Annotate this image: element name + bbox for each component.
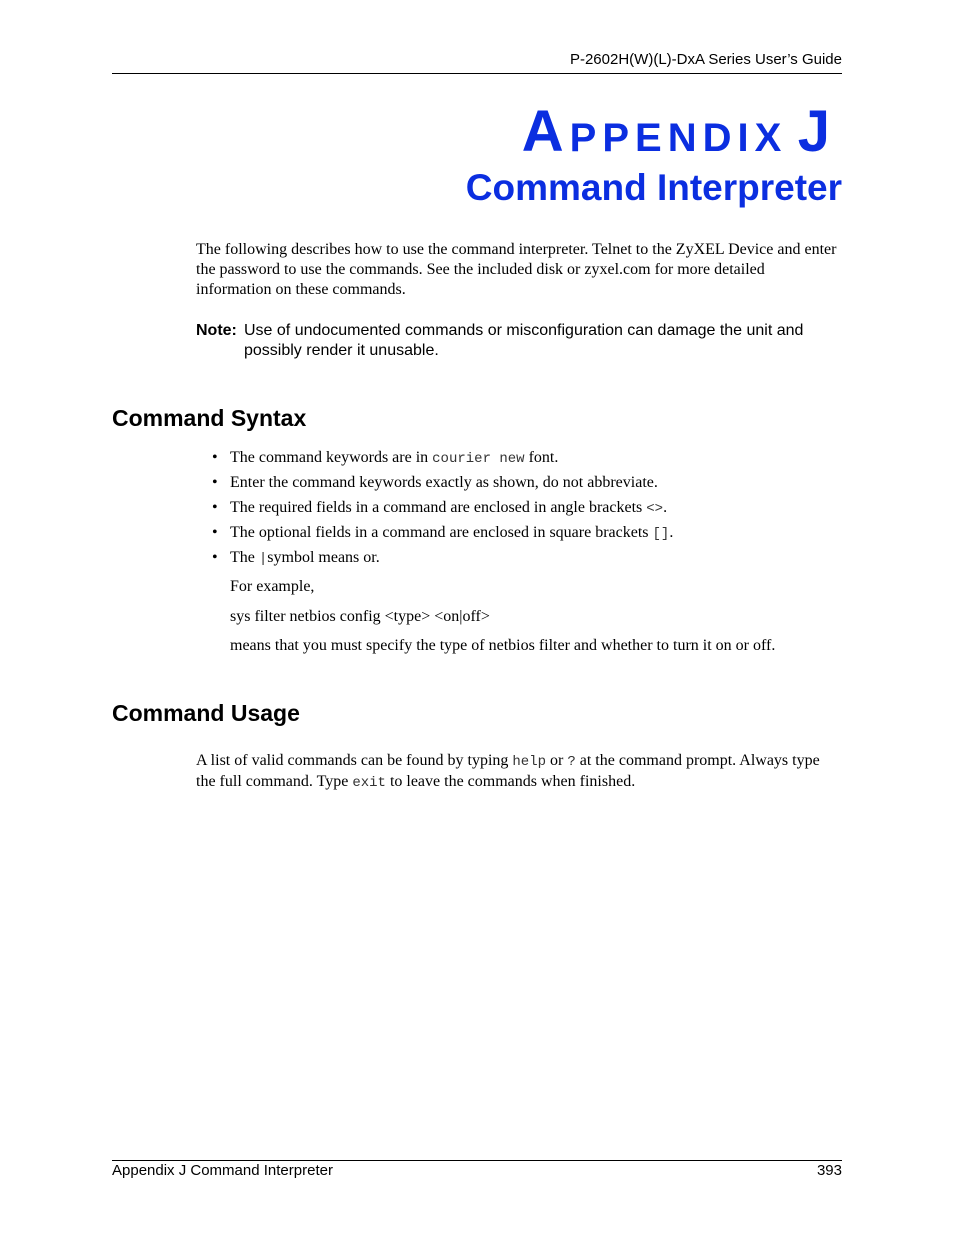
inline-code: |: [258, 551, 268, 567]
note-text: Use of undocumented commands or misconfiguration can damage the unit and possibly render it unusable.: [244, 322, 804, 359]
bullet-text: The: [230, 549, 259, 566]
intro-paragraph: The following describes how to use the command interpreter. Telnet to the ZyXEL Device and enter the password to use the commands. See the included disk or zyxel.com for more detailed information on these commands.: [196, 241, 837, 298]
appendix-title: [522, 98, 836, 165]
list-item: [212, 498, 842, 523]
inline-code: <>: [646, 501, 664, 517]
bullet-text: font.: [524, 449, 559, 466]
list-item: [212, 548, 842, 573]
usage-text: to leave the commands when finished.: [385, 773, 636, 790]
usage-text: at the command prompt. Always type the full command. Type: [196, 752, 820, 790]
inline-code: []: [652, 526, 670, 542]
example-label: For example,: [230, 578, 315, 595]
list-item: [212, 523, 842, 548]
running-header: P-2602H(W)(L)-DxA Series User’s Guide: [569, 51, 842, 68]
inline-code: courier new: [432, 451, 525, 467]
inline-code-help: help: [512, 754, 547, 770]
command-usage-heading: Command Usage: [112, 700, 300, 726]
bullet-text: The optional fields in a command are enclosed in square brackets: [230, 524, 653, 541]
usage-text: A list of valid commands can be found by typing: [196, 752, 513, 769]
bullet-text: .: [669, 524, 674, 541]
bullet-text: .: [663, 499, 668, 516]
bullet-text: The required fields in a command are enclosed in angle brackets: [230, 499, 647, 516]
bullet-text: The command keywords are in: [230, 449, 433, 466]
appendix-initial: A: [521, 99, 570, 164]
list-item: [212, 473, 842, 498]
inline-code-question: ?: [567, 754, 576, 770]
running-footer: Appendix J Command Interpreter: [112, 1162, 333, 1179]
command-syntax-heading: Command Syntax: [112, 405, 307, 431]
header-rule: [112, 73, 842, 74]
appendix-word: PPENDIX: [569, 116, 788, 160]
note-block: [196, 321, 842, 361]
example-description: means that you must specify the type of netbios filter and whether to turn it on or off.: [230, 637, 776, 654]
usage-text: or: [546, 752, 568, 769]
footer-rule: [112, 1160, 842, 1161]
list-item: [212, 448, 842, 473]
inline-code-exit: exit: [352, 775, 386, 791]
appendix-letter: J: [797, 99, 836, 164]
usage-paragraph: [196, 751, 842, 793]
page-number: 393: [816, 1162, 842, 1179]
bullet-text: Enter the command keywords exactly as shown, do not abbreviate.: [230, 474, 658, 491]
bullet-text: symbol means or.: [267, 549, 380, 566]
note-label: Note:: [196, 322, 237, 339]
example-command: sys filter netbios config <type> <on|off>: [230, 608, 490, 625]
syntax-bullet-list: [212, 448, 842, 573]
chapter-title: Command Interpreter: [465, 167, 842, 208]
